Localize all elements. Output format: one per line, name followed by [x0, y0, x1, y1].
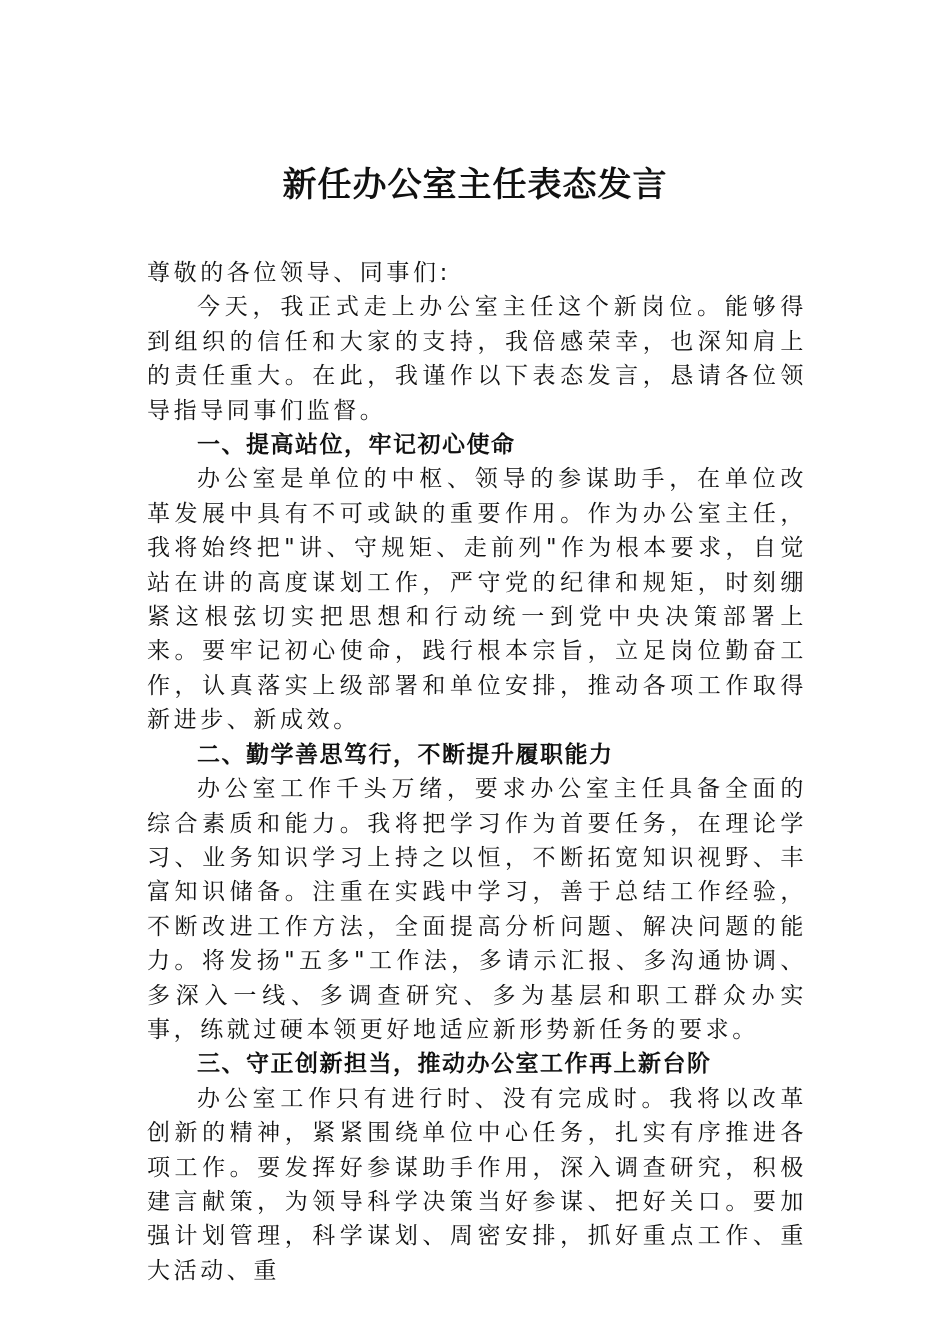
section-paragraph-2: 办公室工作千头万绪，要求办公室主任具备全面的综合素质和能力。我将把学习作为首要任务，在理论学习、业务知识学习上持之以恒，不断拓宽知识视野、丰富知识储备。注重在实践中学习，善于总结工作经验，不断改进工作方法，全面提高分析问题、解决问题的能力。将发扬"五多"工作法，多请示汇报、多沟通协调、多深入一线、多调查研究、多为基层和职工群众办实事，练就过硬本领更好地适应新形势新任务的要求。: [147, 776, 807, 1043]
section-heading-1: 一、提高站位，牢记初心使命: [197, 432, 516, 459]
section-paragraph-1: 办公室是单位的中枢、领导的参谋助手，在单位改革发展中具有不可或缺的重要作用。作为办公室主任，我将始终把"讲、守规矩、走前列"作为根本要求，自觉站在讲的高度谋划工作，严守党的纪律和规矩，时刻绷紧这根弦切实把思想和行动统一到党中央决策部署上来。要牢记初心使命，践行根本宗旨，立足岗位勤奋工作，认真落实上级部署和单位安排，推动各项工作取得新进步、新成效。: [147, 466, 807, 734]
section-heading-3: 三、守正创新担当，推动办公室工作再上新台阶: [197, 1051, 712, 1078]
intro-paragraph: 今天，我正式走上办公室主任这个新岗位。能够得到组织的信任和大家的支持，我倍感荣幸，也深知肩上的责任重大。在此，我谨作以下表态发言，恳请各位领导指导同事们监督。: [147, 294, 807, 424]
salutation: 尊敬的各位领导、同事们:: [147, 260, 451, 286]
document-body: [147, 256, 807, 1288]
section-heading-2: 二、勤学善思笃行，不断提升履职能力: [197, 741, 614, 768]
document-title: 新任办公室主任表态发言: [282, 165, 668, 205]
section-paragraph-3: 办公室工作只有进行时、没有完成时。我将以改革创新的精神，紧紧围绕单位中心任务，扎实有序推进各项工作。要发挥好参谋助手作用，深入调查研究，积极建言献策，为领导科学决策当好参谋、把好关口。要加强计划管理，科学谋划、周密安排，抓好重点工作、重大活动、重: [147, 1085, 807, 1284]
